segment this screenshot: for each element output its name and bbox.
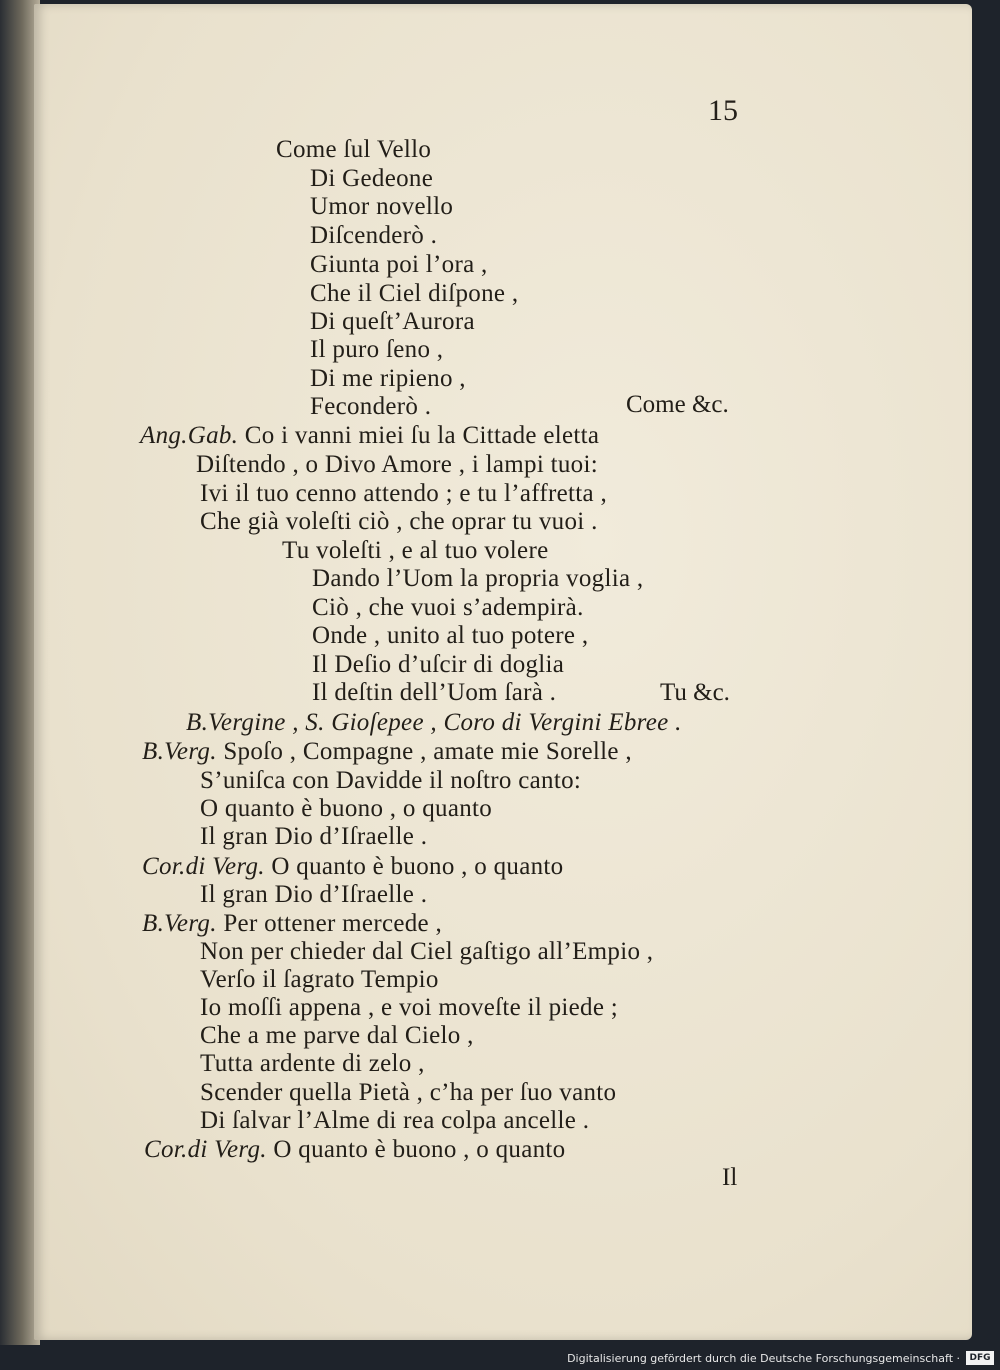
verse-line: Non per chieder dal Ciel gaſtigo all’Empio , [200,938,654,965]
verse-line: Di Gedeone [310,165,434,192]
verse-line: Onde , unito al tuo potere , [312,622,589,649]
speech-text: Co i vanni miei ſu la Cittade eletta [244,422,600,449]
verse-line: Il gran Dio d’Iſraelle . [200,823,428,850]
speech-text: Spoſo , Compagne , amate mie Sorelle , [223,738,632,765]
dfg-logo: DFG [966,1351,994,1365]
speaker-name: Cor.di Verg. [142,853,265,880]
speech-first-line [140,422,599,450]
verse-line: Feconderò . [310,393,432,420]
speech-text: O quanto è buono , o quanto [271,853,564,880]
verse-line: Che il Ciel diſpone , [310,280,519,307]
verse-line: Di ſalvar l’Alme di rea colpa ancelle . [200,1107,590,1134]
verse-line: Ivi il tuo cenno attendo ; e tu l’affretta , [200,480,608,507]
verse-line: Il puro ſeno , [310,336,444,363]
verse-line: Come ſul Vello [276,136,432,163]
speaker-name: B.Verg. [142,910,217,937]
verse-line: Ciò , che vuoi s’adempirà. [312,594,584,621]
verse-line: Diſcenderò . [310,222,438,249]
stage-direction: B.Vergine , S. Gioſepee , Coro di Vergini Ebree . [186,709,682,736]
refrain-marker: Come &c. [626,391,729,418]
speaker-name: Cor.di Verg. [144,1136,267,1163]
footer-text: Digitalisierung gefördert durch die Deutsche Forschungsgemeinschaft · [567,1351,960,1365]
verse-line: O quanto è buono , o quanto [200,795,493,822]
verse-line: Scender quella Pietà , c’ha per ſuo vanto [200,1079,617,1106]
speaker-name: Ang.Gab. [140,422,239,449]
verse-line: Tutta ardente di zelo , [200,1050,425,1077]
verse-line: Umor novello [310,193,454,220]
speech-text: O quanto è buono , o quanto [273,1136,566,1163]
verse-line: Di me ripieno , [310,365,466,392]
speech-text: Per ottener mercede , [223,910,443,937]
verse-line: Dando l’Uom la propria voglia , [312,565,644,592]
speech-first-line [142,738,632,766]
digitization-footer [567,1349,994,1367]
verse-line: Giunta poi l’ora , [310,251,488,278]
verse-line: Il gran Dio d’Iſraelle . [200,881,428,908]
catchword: Il [722,1164,738,1191]
verse-line: Che già voleſti ciò , che oprar tu vuoi . [200,508,598,535]
verse-line: Tu voleſti , e al tuo volere [282,537,549,564]
verse-line: Io moſſi appena , e voi moveſte il piede ; [200,994,619,1021]
verse-line: S’uniſca con Davidde il noſtro canto: [200,767,582,794]
verse-line: Il deſtin dell’Uom ſarà . [312,679,557,706]
page-number: 15 [708,94,738,127]
speech-first-line [142,910,442,938]
verse-line: Diſtendo , o Divo Amore , i lampi tuoi: [196,451,598,478]
verse-line: Verſo il ſagrato Tempio [200,966,439,993]
speech-first-line [144,1136,565,1164]
speaker-name: B.Verg. [142,738,217,765]
refrain-marker: Tu &c. [660,679,730,706]
speech-first-line [142,853,563,881]
verse-line: Che a me parve dal Cielo , [200,1022,474,1049]
verse-line: Di queſt’Aurora [310,308,475,335]
verse-line: Il Deſio d’uſcir di doglia [312,651,565,678]
